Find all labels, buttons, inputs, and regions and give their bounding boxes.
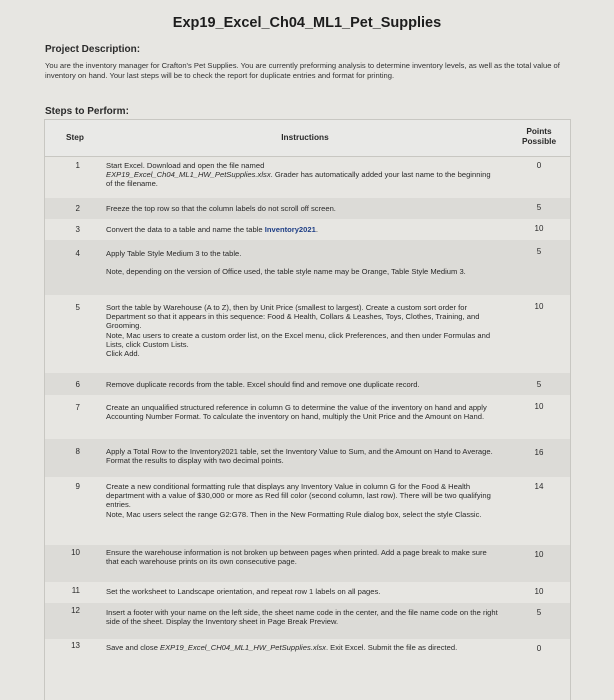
file-name: EXP19_Excel_CH04_ML1_HW_PetSupplies.xlsx: [160, 643, 326, 652]
step-points: 10: [534, 550, 544, 559]
header-points-line2: Possible: [521, 136, 557, 146]
step-instructions: Insert a footer with your name on the left side, the sheet name code in the center, and the file name code on the right side of the sheet. Display the Inventory sheet in Page Break Preview.: [106, 608, 498, 627]
table-row: [45, 373, 570, 395]
instruction-text: Save and close: [106, 643, 161, 652]
table-row: [45, 156, 570, 198]
step-instructions: Create an unqualified structured reference in column G to determine the value of the inventory on hand and apply Accounting Number Format. To calculate the inventory on hand, multiply the Unit Price and the Amount on Hand.: [106, 403, 487, 422]
instruction-note: Note, Mac users select the range G2:G78. Then in the New Formatting Rule dialog box, select the style Classic.: [106, 509, 482, 519]
table-row: [45, 198, 570, 219]
header-points-line1: Points: [526, 126, 552, 136]
table-row: [45, 295, 570, 373]
table-row: [45, 477, 570, 545]
step-points: 10: [534, 302, 544, 311]
step-instructions: [106, 249, 498, 276]
step-points: 5: [536, 608, 542, 617]
header-instructions: Instructions: [281, 132, 329, 142]
step-points: 10: [534, 402, 544, 411]
step-number: 10: [71, 548, 80, 557]
step-points: 16: [534, 448, 544, 457]
instruction-note: Note, Mac users to create a custom order list, on the Excel menu, click Preferences, and then under Formulas and Lists, click Custom Lists.: [106, 330, 491, 349]
project-description-text: You are the inventory manager for Crafton's Pet Supplies. You are currently preforming analysis to determine inventory levels, as well as the total value of inventory on hand. Your last steps will be to check the report for duplicate entries and format for printing.: [45, 61, 560, 80]
step-points: 10: [534, 224, 544, 233]
step-instructions: [106, 161, 498, 189]
step-points: 5: [536, 380, 542, 389]
step-number: 13: [71, 641, 80, 650]
header-points: [511, 126, 567, 146]
table-row: [45, 639, 570, 700]
instruction-text: . Exit Excel. Submit the file as directed.: [325, 643, 458, 652]
instruction-text: . Grader has automatically added your last name to the beginning of the filename.: [106, 170, 491, 189]
steps-table: [44, 119, 571, 700]
step-instructions: [106, 482, 498, 519]
file-name: EXP19_Excel_Ch04_ML1_HW_PetSupplies.xlsx: [106, 170, 271, 180]
step-number: 1: [75, 161, 80, 170]
steps-label: Steps to Perform:: [45, 106, 129, 117]
instruction-note: Click Add.: [106, 349, 140, 359]
step-points: 14: [534, 482, 544, 491]
step-instructions: Freeze the top row so that the column labels do not scroll off screen.: [106, 204, 336, 213]
instruction-note: Note, depending on the version of Office used, the table style name may be Orange, Table Style Medium 3.: [106, 267, 466, 277]
instruction-text: .: [315, 225, 318, 234]
instruction-text: Apply Table Style Medium 3 to the table.: [106, 249, 242, 258]
step-instructions: [106, 225, 498, 234]
step-number: 3: [75, 225, 80, 234]
instruction-text: Convert the data to a table and name the table: [106, 225, 265, 234]
table-row: [45, 219, 570, 240]
document-title: Exp19_Excel_Ch04_ML1_Pet_Supplies: [172, 15, 442, 31]
step-number: 7: [75, 403, 80, 412]
table-row: [45, 603, 570, 639]
project-description-label: Project Description:: [45, 44, 141, 55]
step-instructions: Set the worksheet to Landscape orientation, and repeat row 1 labels on all pages.: [106, 587, 381, 596]
table-row: [45, 582, 570, 603]
table-row: [45, 545, 570, 582]
step-instructions: Apply a Total Row to the Inventory2021 table, set the Inventory Value to Sum, and the Amount on Hand to Average. Format the results to display with two decimal points.: [106, 447, 493, 466]
step-points: 10: [534, 587, 544, 596]
step-instructions: [106, 303, 498, 358]
step-number: 9: [75, 482, 80, 491]
step-number: 5: [75, 303, 80, 312]
step-number: 4: [75, 249, 80, 258]
step-number: 11: [71, 586, 80, 595]
step-instructions: Remove duplicate records from the table. Excel should find and remove one duplicate record.: [106, 380, 420, 389]
table-name: Inventory2021: [264, 225, 316, 234]
step-points: 0: [536, 161, 542, 170]
table-row: [45, 439, 570, 477]
step-number: 2: [75, 204, 80, 213]
step-number: 6: [75, 380, 80, 389]
step-number: 12: [71, 606, 80, 615]
step-points: 5: [536, 203, 542, 212]
header-step: Step: [66, 132, 84, 142]
instruction-text: Start Excel. Download and open the file named: [106, 161, 265, 170]
instruction-text: Sort the table by Warehouse (A to Z), then by Unit Price (smallest to largest). Create a custom sort order for Department so that it appears in this sequence: Food & Health, Collars & Leashes, Toys, Clothes, Training, and Grooming.: [106, 303, 480, 331]
step-instructions: Ensure the warehouse information is not broken up between pages when printed. Add a page break to make sure that each warehouse prints on its own consecutive page.: [106, 548, 487, 567]
step-points: 5: [536, 247, 542, 256]
step-number: 8: [75, 447, 80, 456]
step-instructions: [106, 643, 498, 652]
table-row: [45, 240, 570, 295]
table-row: [45, 395, 570, 439]
instruction-text: Create a new conditional formatting rule that displays any Inventory Value in column G for the Food & Health department with a value of $30,000 or more as Red fill color (second column, last row). There will be two qualifying entries.: [106, 482, 491, 510]
step-points: 0: [536, 644, 542, 653]
table-header: [45, 119, 570, 157]
